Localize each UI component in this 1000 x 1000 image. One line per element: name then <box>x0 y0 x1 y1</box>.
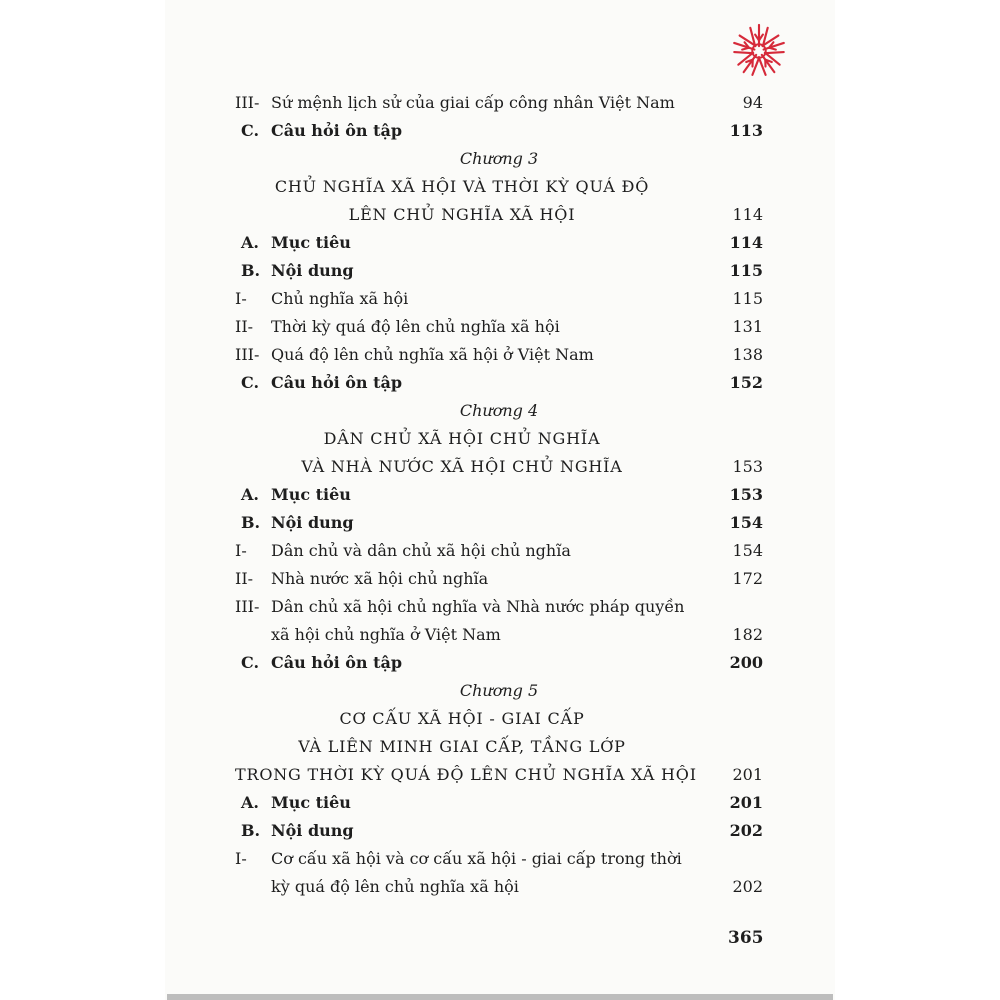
toc-entry <box>235 565 763 593</box>
chapter-title-line <box>235 733 763 761</box>
toc-page-number: 201 <box>732 765 763 784</box>
toc-entry-label: A. <box>241 485 259 504</box>
toc-entry <box>235 341 763 369</box>
toc-entry-text: Thời kỳ quá độ lên chủ nghĩa xã hội <box>271 317 560 336</box>
toc-entry-label: I- <box>235 541 247 560</box>
toc-entry <box>235 593 763 621</box>
chapter-title-text: VÀ NHÀ NƯỚC XÃ HỘI CHỦ NGHĨA <box>301 457 623 476</box>
toc-entry-label: II- <box>235 569 254 588</box>
chapter-title-text: CƠ CẤU XÃ HỘI - GIAI CẤP <box>339 709 585 728</box>
toc-entry-label: III- <box>235 93 260 112</box>
toc-entry-label: B. <box>241 513 261 532</box>
toc-entry-text: Nhà nước xã hội chủ nghĩa <box>271 569 489 588</box>
toc-entry-text: Mục tiêu <box>271 485 351 504</box>
toc-page-number: 202 <box>729 821 763 840</box>
toc-page-number: 154 <box>732 541 763 560</box>
toc-entry <box>235 621 763 649</box>
toc-entry-label: B. <box>241 261 261 280</box>
chapter-heading: Chương 4 <box>459 401 539 420</box>
toc-entry <box>235 537 763 565</box>
toc-entry <box>235 369 763 397</box>
chapter-title-line <box>235 173 763 201</box>
toc-entry <box>235 789 763 817</box>
toc-page-number: 114 <box>732 205 763 224</box>
toc-entry-text: Nội dung <box>271 513 354 532</box>
toc-entry-text: Câu hỏi ôn tập <box>271 121 403 140</box>
chapter-title-text: DÂN CHỦ XÃ HỘI CHỦ NGHĨA <box>323 429 601 448</box>
toc-page-number: 94 <box>742 93 763 112</box>
chapter-title-line <box>235 425 763 453</box>
toc-entry-text: kỳ quá độ lên chủ nghĩa xã hội <box>271 877 519 896</box>
chapter-title-text: LÊN CHỦ NGHĨA XÃ HỘI <box>348 205 576 224</box>
toc-entry-label: C. <box>241 121 260 140</box>
toc-entry-text: xã hội chủ nghĩa ở Việt Nam <box>271 625 501 644</box>
toc-entry-label: C. <box>241 653 260 672</box>
toc-entry <box>235 229 763 257</box>
toc-entry <box>235 845 763 873</box>
chapter-title-text: CHỦ NGHĨA XÃ HỘI VÀ THỜI KỲ QUÁ ĐỘ <box>274 177 650 196</box>
toc-page-number: 131 <box>732 317 763 336</box>
toc-entry-label: III- <box>235 597 260 616</box>
page-number: 365 <box>728 928 764 948</box>
toc-entry-label: A. <box>241 793 259 812</box>
chapter-heading: Chương 3 <box>459 149 539 168</box>
toc-entry-text: Nội dung <box>271 821 354 840</box>
toc-entry <box>235 509 763 537</box>
toc-entry <box>235 89 763 117</box>
toc-entry-label: I- <box>235 849 247 868</box>
toc-entry-text: Mục tiêu <box>271 793 351 812</box>
toc-entry-text: Quá độ lên chủ nghĩa xã hội ở Việt Nam <box>271 345 594 364</box>
toc-entry-label: A. <box>241 233 259 252</box>
toc-page-number: 113 <box>729 121 763 140</box>
toc-page-number: 202 <box>732 877 763 896</box>
toc-entry-label: III- <box>235 345 260 364</box>
toc-entry <box>235 313 763 341</box>
chapter-title-line <box>235 705 763 733</box>
toc-page-number: 200 <box>729 653 763 672</box>
toc-entry-label: C. <box>241 373 260 392</box>
toc-entry-text: Sứ mệnh lịch sử của giai cấp công nhân Việt Nam <box>271 93 675 112</box>
toc-entry-label: B. <box>241 821 261 840</box>
toc-page-number: 115 <box>732 289 763 308</box>
page-bottom-edge <box>167 994 833 1000</box>
toc-entry-text: Cơ cấu xã hội và cơ cấu xã hội - giai cấp trong thời <box>271 849 682 868</box>
toc-entry-label: I- <box>235 289 247 308</box>
toc-entry <box>235 873 763 901</box>
toc-entry-text: Câu hỏi ôn tập <box>271 653 403 672</box>
toc-page-number: 152 <box>729 373 763 392</box>
toc-page-number: 201 <box>729 793 763 812</box>
toc-page-number: 115 <box>729 261 763 280</box>
toc-entry <box>235 285 763 313</box>
chapter-title-line <box>235 201 763 229</box>
toc-entry-label: II- <box>235 317 254 336</box>
toc-entry-text: Câu hỏi ôn tập <box>271 373 403 392</box>
toc-page-number: 138 <box>732 345 763 364</box>
toc-entry-text: Nội dung <box>271 261 354 280</box>
chapter-title-text: TRONG THỜI KỲ QUÁ ĐỘ LÊN CHỦ NGHĨA XÃ HỘI <box>235 765 697 784</box>
toc-page-number: 153 <box>729 485 763 504</box>
red-star-emblem-icon <box>730 22 788 80</box>
toc-page-number: 153 <box>732 457 763 476</box>
toc-entry-text: Mục tiêu <box>271 233 351 252</box>
toc-entry <box>235 649 763 677</box>
toc-page-number: 154 <box>729 513 763 532</box>
toc-page-number: 182 <box>732 625 763 644</box>
toc-entry <box>235 817 763 845</box>
toc-entry-text: Chủ nghĩa xã hội <box>271 289 409 308</box>
chapter-title-line <box>235 761 763 789</box>
toc-page-number: 172 <box>732 569 763 588</box>
toc-entry <box>235 117 763 145</box>
toc-entry-text: Dân chủ và dân chủ xã hội chủ nghĩa <box>271 541 571 560</box>
chapter-title-text: VÀ LIÊN MINH GIAI CẤP, TẦNG LỚP <box>298 737 626 756</box>
toc-entry <box>235 257 763 285</box>
toc-entry-text: Dân chủ xã hội chủ nghĩa và Nhà nước pháp quyền <box>271 597 685 616</box>
chapter-heading: Chương 5 <box>459 681 539 700</box>
toc-entry <box>235 481 763 509</box>
chapter-title-line <box>235 453 763 481</box>
toc-page-number: 114 <box>729 233 763 252</box>
table-of-contents <box>235 89 763 901</box>
